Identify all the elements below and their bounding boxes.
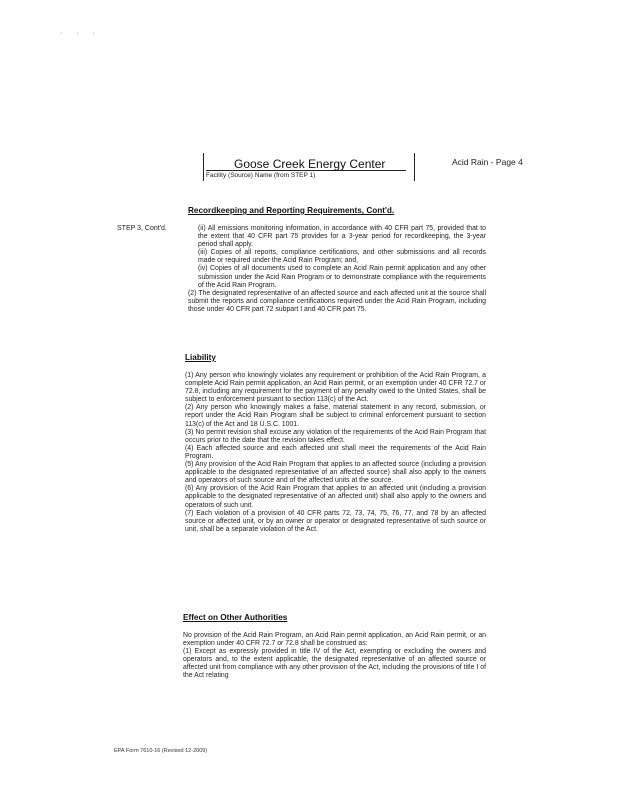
page-label: Acid Rain - Page 4 [452, 157, 523, 167]
liability-paragraph: (6) Any provision of the Acid Rain Program that applies to an affected unit (including a provision applicable to the designated representative of an affected unit) shall also apply to the owners and operators of such unit. [185, 485, 486, 509]
other-authorities-paragraph: No provision of the Acid Rain Program, an Acid Rain permit application, an Acid Rain permit, or an exemption under 40 CFR 72.7 or 72.8 shall be construed as: [183, 632, 486, 648]
recordkeeping-text [188, 225, 486, 314]
other-authorities-text [183, 632, 486, 681]
liability-paragraph: (3) No permit revision shall excuse any violation of the requirements of the Acid Rain Program that occurs prior to the date that the revision takes effect. [185, 428, 486, 444]
other-authorities-paragraph: (1) Except as expressly provided in title IV of the Act, exempting or excluding the owners and operators and, to the extent applicable, the designated representative of an affected source or affected unit from compliance with any other provision of the Act, including the provisions of title I of the Act relating [183, 648, 486, 680]
other-authorities-heading: Effect on Other Authorities [183, 613, 288, 622]
liability-text [185, 372, 486, 534]
scan-specks: · · · [60, 30, 101, 37]
liability-paragraph: (4) Each affected source and each affected unit shall meet the requirements of the Acid Rain Program. [185, 444, 486, 460]
liability-paragraph: (5) Any provision of the Acid Rain Program that applies to an affected source (including a provision applicable to the designated representative of an affected source) shall also apply to the owners and operators of such source and of the affected units at the source. [185, 461, 486, 485]
form-footer: EPA Form 7610-16 (Revised 12-2009) [114, 748, 208, 754]
facility-header-box [203, 153, 415, 181]
step-label: STEP 3, Cont'd. [117, 225, 167, 232]
recordkeeping-paragraph: (ii) All emissions monitoring information, in accordance with 40 CFR part 75, provided that to the extent that 40 CFR part 75 provides for a 3-year period for recordkeeping, the 3-year period shall apply. [198, 225, 486, 249]
recordkeeping-paragraph: (2) The designated representative of an affected source and each affected unit at the source shall submit the reports and compliance certifications required under the Acid Rain Program, including those under 40 CFR part 72 subpart I and 40 CFR part 75. [188, 289, 486, 313]
recordkeeping-paragraph: (iii) Copies of all reports, compliance certifications, and other submissions and all records made or required under the Acid Rain Program; and, [198, 249, 486, 265]
liability-heading: Liability [185, 353, 216, 362]
facility-caption: Facility (Source) Name (from STEP 1) [206, 170, 406, 179]
recordkeeping-heading: Recordkeeping and Reporting Requirements, Cont'd. [188, 206, 395, 215]
liability-paragraph: (7) Each violation of a provision of 40 CFR parts 72, 73, 74, 75, 76, 77, and 78 by an affected source or affected unit, or by an owner or operator or designated representative of such source or unit, shall be a separate violation of the Act. [185, 509, 486, 533]
liability-paragraph: (2) Any person who knowingly makes a false, material statement in any record, submission, or report under the Acid Rain Program shall be subject to criminal enforcement pursuant to section 113(c) of the Act and 18 U.S.C. 1001. [185, 404, 486, 428]
liability-paragraph: (1) Any person who knowingly violates any requirement or prohibition of the Acid Rain Program, a complete Acid Rain permit application, an Acid Rain permit, or an exemption under 40 CFR 72.7 or 72.8, including any requirement for the payment of any penalty owed to the United States, shall be subject to enforcement pursuant to section 113(c) of the Act. [185, 372, 486, 404]
facility-name: Goose Creek Energy Center [234, 157, 386, 171]
recordkeeping-paragraph: (iv) Copies of all documents used to complete an Acid Rain permit application and any other submission under the Acid Rain Program or to demonstrate compliance with the requirements of the Acid Rain Program. [198, 265, 486, 289]
